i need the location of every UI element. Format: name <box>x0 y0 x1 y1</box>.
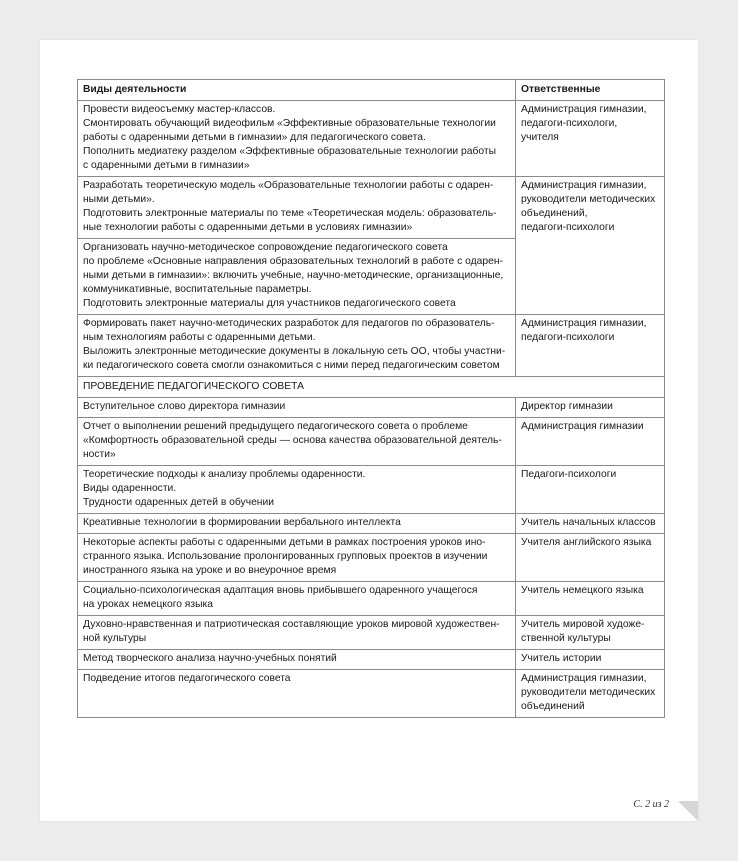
text-line: Провести видеосъемку мастер-классов. <box>83 104 276 115</box>
text-line: с одаренными детьми в гимназии» <box>83 160 250 171</box>
text-line: «Комфортность образовательной среды — основа качества образовательной деятель- <box>83 435 502 446</box>
text-line: ки педагогического совета смогли ознакомиться с ними перед педагогическим советом <box>83 360 500 371</box>
text-line: Подготовить электронные материалы для участников педагогического совета <box>83 298 456 309</box>
text-line: Метод творческого анализа научно-учебных понятий <box>83 653 337 664</box>
activity-cell <box>78 514 516 534</box>
activity-cell <box>78 398 516 418</box>
text-line: Учитель истории <box>521 653 602 664</box>
text-line: педагоги-психологи <box>521 332 615 343</box>
text-line: ной культуры <box>83 633 147 644</box>
text-line: работы с одаренными детьми в гимназии» для педагогического совета. <box>83 132 426 143</box>
table-row <box>78 101 665 177</box>
text-line: педагоги-психологи, <box>521 118 618 129</box>
text-line: руководители методических <box>521 687 656 698</box>
text-line: ными детьми в гимназии»: включить учебные, научно-методические, организационные, <box>83 270 504 281</box>
activity-cell <box>78 315 516 377</box>
text-line: Вступительное слово директора гимназии <box>83 401 286 412</box>
text-line: объединений, <box>521 208 588 219</box>
table-row <box>78 466 665 514</box>
activity-cell <box>78 177 516 239</box>
table-row <box>78 177 665 239</box>
text-line: объединений <box>521 701 585 712</box>
text-line: Креативные технологии в формировании вербального интеллекта <box>83 517 401 528</box>
text-line: ности» <box>83 449 116 460</box>
text-line: Администрация гимназии, <box>521 104 647 115</box>
table-row <box>78 582 665 616</box>
responsible-cell <box>516 534 665 582</box>
text-line: Администрация гимназии, <box>521 180 647 191</box>
text-line: по проблеме «Основные направления образовательных технологий в работе с одарен- <box>83 256 503 267</box>
activity-cell <box>78 101 516 177</box>
text-line: Администрация гимназии, <box>521 318 647 329</box>
text-line: ные технологии работы с одаренными детьми в условиях гимназии» <box>83 222 413 233</box>
text-line: учителя <box>521 132 559 143</box>
header-responsible: Ответственные <box>516 80 665 101</box>
responsible-cell <box>516 582 665 616</box>
text-line: странного языка. Использование пролонгированных групповых проектов в изучении <box>83 551 488 562</box>
text-line: коммуникативные, воспитательные параметры. <box>83 284 312 295</box>
document-page <box>40 40 698 821</box>
table-header-row <box>78 80 665 101</box>
responsible-cell <box>516 670 665 718</box>
activity-cell <box>78 582 516 616</box>
activity-cell <box>78 534 516 582</box>
text-line: Учитель начальных классов <box>521 517 656 528</box>
table-row <box>78 514 665 534</box>
responsible-cell <box>516 177 665 315</box>
text-line: Отчет о выполнении решений предыдущего педагогического совета о проблеме <box>83 421 468 432</box>
text-line: Администрация гимназии <box>521 421 644 432</box>
activity-cell <box>78 670 516 718</box>
text-line: Подготовить электронные материалы по теме «Теоретическая модель: образователь- <box>83 208 497 219</box>
text-line: ственной культуры <box>521 633 611 644</box>
text-line: ными детьми». <box>83 194 155 205</box>
text-line: Пополнить медиатеку разделом «Эффективные образовательные технологии работы <box>83 146 496 157</box>
text-line: ным технологиям работы с одаренными детьми. <box>83 332 316 343</box>
text-line: на уроках немецкого языка <box>83 599 213 610</box>
page-number: С. 2 из 2 <box>633 799 669 810</box>
text-line: Директор гимназии <box>521 401 613 412</box>
activity-cell <box>78 418 516 466</box>
responsible-cell <box>516 101 665 177</box>
text-line: Социально-психологическая адаптация вновь прибывшего одаренного учащегося <box>83 585 478 596</box>
responsible-cell <box>516 398 665 418</box>
activity-cell <box>78 650 516 670</box>
activities-table <box>77 79 665 718</box>
header-activity: Виды деятельности <box>78 80 516 101</box>
text-line: Теоретические подходы к анализу проблемы одаренности. <box>83 469 366 480</box>
responsible-cell <box>516 466 665 514</box>
text-line: Учитель немецкого языка <box>521 585 644 596</box>
text-line: Выложить электронные методические документы в локальную сеть ОО, чтобы участни- <box>83 346 506 357</box>
text-line: руководители методических <box>521 194 656 205</box>
text-line: Некоторые аспекты работы с одаренными детьми в рамках построения уроков ино- <box>83 537 486 548</box>
text-line: Педагоги-психологи <box>521 469 617 480</box>
table-row <box>78 398 665 418</box>
responsible-cell <box>516 315 665 377</box>
text-line: Разработать теоретическую модель «Образовательные технологии работы с одарен- <box>83 180 494 191</box>
text-line: Виды одаренности. <box>83 483 177 494</box>
text-line: Смонтировать обучающий видеофильм «Эффективные образовательные технологии <box>83 118 496 129</box>
text-line: иностранного языка на уроке и во внеурочное время <box>83 565 337 576</box>
activity-cell <box>78 239 516 315</box>
table-row <box>78 650 665 670</box>
table-row <box>78 315 665 377</box>
activity-cell <box>78 466 516 514</box>
table-row <box>78 670 665 718</box>
section-row <box>78 377 665 398</box>
table-row <box>78 418 665 466</box>
table-row <box>78 534 665 582</box>
text-line: Организовать научно-методическое сопровождение педагогического совета <box>83 242 448 253</box>
text-line: Формировать пакет научно-методических разработок для педагогов по образователь- <box>83 318 495 329</box>
page-fold-corner <box>678 801 698 821</box>
responsible-cell <box>516 650 665 670</box>
text-line: Подведение итогов педагогического совета <box>83 673 291 684</box>
text-line: Трудности одаренных детей в обучении <box>83 497 274 508</box>
text-line: Учителя английского языка <box>521 537 652 548</box>
table-row <box>78 616 665 650</box>
responsible-cell <box>516 514 665 534</box>
text-line: Учитель мировой художе- <box>521 619 645 630</box>
responsible-cell <box>516 616 665 650</box>
responsible-cell <box>516 418 665 466</box>
text-line: Администрация гимназии, <box>521 673 647 684</box>
section-title: ПРОВЕДЕНИЕ ПЕДАГОГИЧЕСКОГО СОВЕТА <box>78 377 665 398</box>
activity-cell <box>78 616 516 650</box>
text-line: педагоги-психологи <box>521 222 615 233</box>
text-line: Духовно-нравственная и патриотическая составляющие уроков мировой художествен- <box>83 619 500 630</box>
